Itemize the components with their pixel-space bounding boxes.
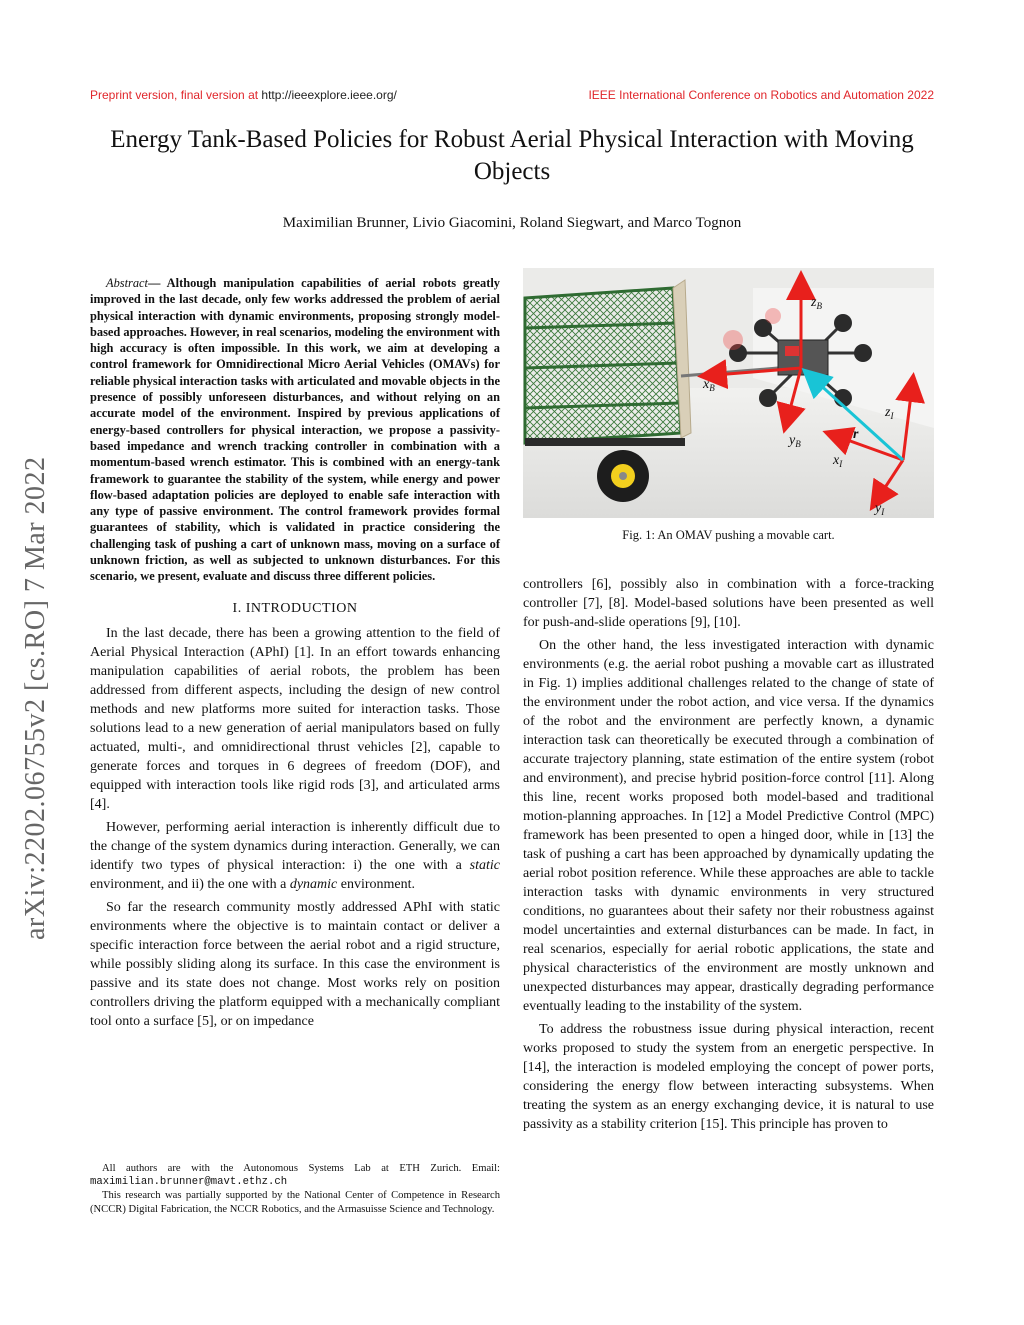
intro-paragraph-2 xyxy=(90,818,500,894)
intro-paragraph-3: So far the research community mostly addressed APhI with static environments where the objective is to maintain contact or deliver a specific interaction force between the aerial robot and a rigid structure, while possibly sliding along its surface. In this case the environment is passive and its state does not change. Most works rely on position controllers driving the platform equipped with a mechanically compliant tool onto a surface [5], or on impedance xyxy=(90,899,500,1029)
arxiv-identifier: arXiv:2202.06755v2 [cs.RO] 7 Mar 2022 xyxy=(20,456,51,940)
section-heading-introduction: I. INTRODUCTION xyxy=(232,600,358,616)
right-paragraph-1: controllers [6], possibly also in combination with a force-tracking controller [7], [8]. Model-based solutions have been presented as well for push-and-slide operations [9], [10]. xyxy=(523,577,934,630)
label-zI: $z_I$ xyxy=(885,405,894,421)
header-url-link[interactable]: http://ieeexplore.ieee.org/ xyxy=(261,88,397,102)
header-left-prefix: Preprint version, final version at xyxy=(90,88,262,102)
label-yI: $y_I$ xyxy=(875,501,885,517)
label-xB: $x_B$ xyxy=(703,377,715,393)
right-paragraph-3: To address the robustness issue during physical interaction, recent works proposed to study the system from an energetic perspective. In [14], the interaction is modeled employing the concept of power ports, considering the energy flow between interacting subsystems. When treating the system as an energy exchanging device, it is natural to use passivity as a stability criterion [15]. This principle has proven to xyxy=(523,1022,934,1132)
intro-paragraph-1: In the last decade, there has been a growing attention to the field of Aerial Physical Interaction (APhI) [1]. In an effort towards enhancing manipulation capabilities of aerial robots, the problem has been addressed from different aspects, including the design of new control methods and new platforms more suited for interaction tasks. Those solutions lead to a new generation of aerial manipulators based on fully actuated, multi-, and omnidirectional thrust vehicles [2], capable to generate forces and torques in 6 degrees of freedom (DOF), and equipped with interaction tools like rigid rods [3], and articulated arms [4]. xyxy=(90,625,500,812)
p2-text-a: However, performing aerial interaction is inherently difficult due to the change of the system dynamics during interaction. Generally, we can identify two types of physical interaction: i) the one with a xyxy=(90,819,500,873)
label-xI: $x_I$ xyxy=(833,453,843,469)
p2-text-c: environment. xyxy=(337,876,416,892)
abstract-text: — Although manipulation capabilities of aerial robots greatly improved in the last decade, only few works addressed the problem of aerial physical interaction with dynamic environments, proposing strongly model-based approaches. However, in real scenarios, modeling the environment with high accuracy is often impossible. In this work, we aim at developing a control framework for Omnidirectional Micro Aerial Vehicles (OMAVs) for reliable physical interaction tasks with articulated and movable objects in the presence of possibly unforeseen disturbances, and without relying on an accurate model of the environment. Inspired by previous applications of energy-based controllers for physical interaction, we propose a passivity-based impedance and wrench tracking controller in combination with a momentum-based wrench estimator. This is combined with an energy-tank framework to guarantee the stability of the system, while energy and power flow-based adaptation policies are deployed to enable safe interaction with any type of passive environment. The control framework provides formal guarantees of stability, which is validated in practice considering the challenging task of pushing a cart of unknown mass, moving on a surface of unknown friction, as well as subjected to unknown disturbances. For this scenario, we present, evaluate and discuss three different policies. xyxy=(90,276,500,584)
footnote-email: maximilian.brunner@mavt.ethz.ch xyxy=(90,1176,288,1189)
author-list: Maximilian Brunner, Livio Giacomini, Roland Siegwart, and Marco Tognon xyxy=(282,215,742,231)
footnote-funding: This research was partially supported by the National Center of Competence in Research (NCCR) Digital Fabrication, the NCCR Robotics, and the Armasuisse Science and Technology. xyxy=(90,1190,500,1215)
p2-text-b: environment, and ii) the one with a xyxy=(90,876,290,892)
figure-omav-cart xyxy=(523,268,934,518)
footnote xyxy=(90,1162,500,1216)
figure-caption: Fig. 1: An OMAV pushing a movable cart. xyxy=(622,528,835,542)
running-header-left xyxy=(90,88,397,102)
footnote-rule xyxy=(90,1158,500,1160)
label-yB: $y_B$ xyxy=(789,433,801,449)
p2-static-italic: static xyxy=(469,857,500,873)
abstract xyxy=(90,275,500,585)
p2-dynamic-italic: dynamic xyxy=(289,876,338,892)
running-header-right: IEEE International Conference on Robotics and Automation 2022 xyxy=(588,88,934,102)
figure-illustration xyxy=(523,268,934,518)
right-column xyxy=(523,575,934,1138)
footnote-affiliation-text: All authors are with the Autonomous Systems Lab at ETH Zurich. Email: xyxy=(102,1163,500,1174)
abstract-label: Abstract xyxy=(106,276,148,290)
paper-title: Energy Tank-Based Policies for Robust Aerial Physical Interaction with Moving Objects xyxy=(110,126,914,185)
left-column xyxy=(90,275,500,1035)
label-zB: $z_B$ xyxy=(811,295,822,311)
right-paragraph-2: On the other hand, the less investigated interaction with dynamic environments (e.g. the aerial robot pushing a movable cart as illustrated in Fig. 1) implies additional challenges related to the change of state of the environment under the robot action, and vice versa. If the dynamics of the robot and the environment are perfectly known, a dynamic interaction task can theoretically be executed through a combination of accurate trajectory planning, state estimation of the entire system (robot and environment), and precise hybrid position-force control [11]. Along this line, recent works proposed both model-based and traditional motion-planning approaches. In [12] a Model Predictive Control (MPC) framework has been presented to open a hinged door, while in [13] the task of pushing a cart has been approached by dynamically updating the aerial robot position reference. While these approaches are able to tackle interaction tasks with dynamic environments in very structured conditions, no guarantees about their safety nor their robustness against model uncertainties and external disturbances can be made. In fact, in real scenarios, especially for aerial robotic applications, the state and physical characteristics of the environment are mostly unknown and unexpected disturbances may appear, drastically degrading performance eventually leading to the instability of the system. xyxy=(523,638,934,1014)
footnote-affiliation xyxy=(90,1162,500,1189)
label-r: r xyxy=(853,427,859,442)
